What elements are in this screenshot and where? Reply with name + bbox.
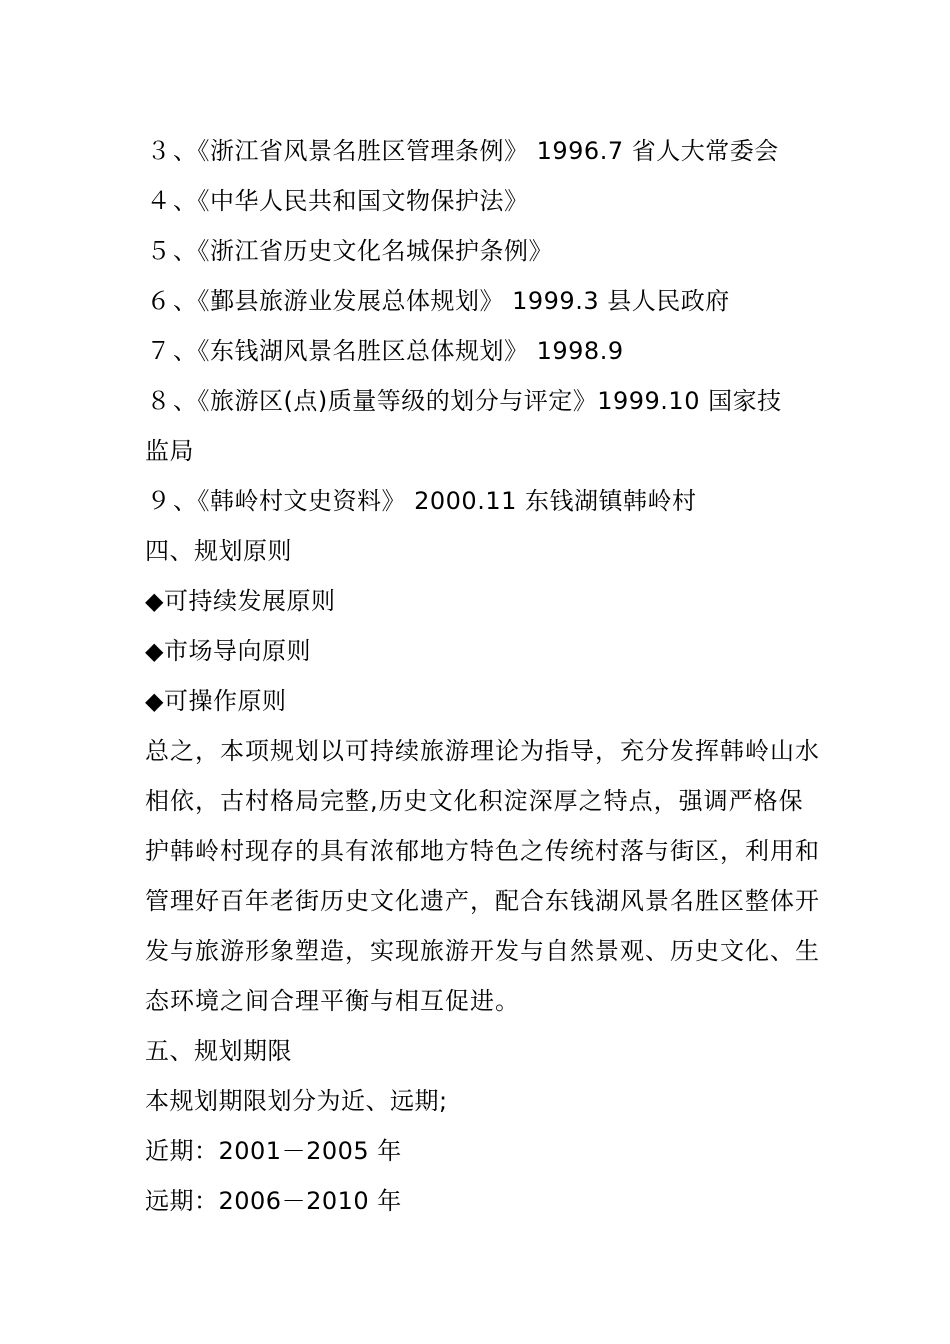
reference-number: ６	[146, 287, 171, 315]
reference-number: ９	[146, 487, 171, 515]
reference-text: 、《东钱湖风景名胜区总体规划》 1998.9	[173, 337, 624, 365]
summary-line: 态环境之间合理平衡与相互促进。	[145, 987, 520, 1015]
reference-item-7	[145, 326, 845, 376]
reference-number: ３	[146, 137, 171, 165]
period-intro: 本规划期限划分为近、远期;	[145, 1087, 448, 1115]
reference-item-6	[145, 276, 845, 326]
summary-paragraph	[145, 726, 845, 1026]
document-page	[145, 126, 845, 1226]
summary-line: 相依，古村格局完整,历史文化积淀深厚之特点，强调严格保	[145, 787, 804, 815]
summary-line: 总之，本项规划以可持续旅游理论为指导，充分发挥韩岭山水	[145, 737, 820, 765]
reference-number: ７	[146, 337, 171, 365]
reference-text: 、《浙江省历史文化名城保护条例》	[173, 237, 553, 265]
reference-text: 、《中华人民共和国文物保护法》	[173, 187, 529, 215]
section-heading-period: 五、规划期限	[145, 1037, 292, 1065]
reference-item-8-continued: 监局	[145, 437, 194, 465]
reference-number: ８	[146, 387, 171, 415]
principle-item: ◆市场导向原则	[145, 637, 311, 665]
summary-line: 管理好百年老街历史文化遗产，配合东钱湖风景名胜区整体开	[145, 887, 820, 915]
reference-number: ５	[146, 237, 171, 265]
reference-text: 、《韩岭村文史资料》 2000.11 东钱湖镇韩岭村	[173, 487, 697, 515]
reference-item-4	[145, 176, 845, 226]
reference-text: 、《旅游区(点)质量等级的划分与评定》1999.10 国家技	[173, 387, 782, 415]
reference-text: 、《鄞县旅游业发展总体规划》 1999.3 县人民政府	[173, 287, 730, 315]
summary-line: 发与旅游形象塑造，实现旅游开发与自然景观、历史文化、生	[145, 937, 820, 965]
long-term-period: 远期：2006－2010 年	[145, 1187, 402, 1215]
section-heading-principles: 四、规划原则	[145, 537, 292, 565]
reference-item-8	[145, 376, 845, 426]
principle-item: ◆可操作原则	[145, 687, 287, 715]
near-term-period: 近期：2001－2005 年	[145, 1137, 402, 1165]
reference-item-5	[145, 226, 845, 276]
reference-number: ４	[146, 187, 171, 215]
principle-item: ◆可持续发展原则	[145, 587, 336, 615]
reference-item-9	[145, 476, 845, 526]
reference-item-3	[145, 126, 845, 176]
reference-text: 、《浙江省风景名胜区管理条例》 1996.7 省人大常委会	[173, 137, 779, 165]
summary-line: 护韩岭村现存的具有浓郁地方特色之传统村落与街区，利用和	[145, 837, 820, 865]
